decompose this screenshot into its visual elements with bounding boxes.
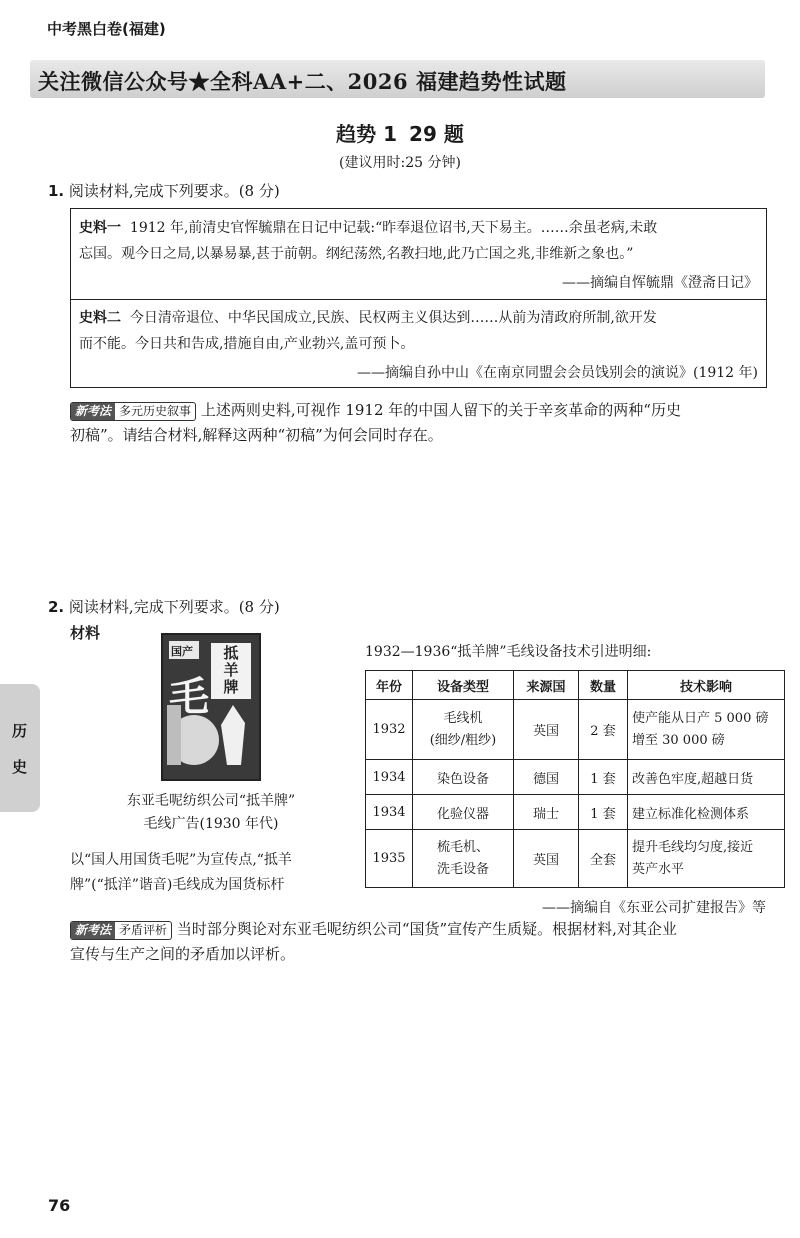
material-label: 材料 <box>70 624 101 642</box>
new-method-badge: 新考法 <box>71 922 115 939</box>
table-header-row <box>366 671 785 700</box>
cell-qty: 1 套 <box>579 795 628 830</box>
cell-type <box>413 830 514 888</box>
poster-corner-text: 国产 <box>171 645 193 658</box>
source2-text <box>79 305 758 357</box>
q1-method-label: 多元历史叙事 <box>119 403 192 418</box>
table-row <box>366 700 785 760</box>
q2-stem-text: 阅读材料,完成下列要求。(8 分) <box>68 598 280 616</box>
q1-number: 1. <box>48 182 65 200</box>
source1-text <box>79 215 758 267</box>
subject-side-tab <box>0 684 40 812</box>
q2-stem <box>48 596 280 617</box>
poster-note <box>70 848 292 898</box>
source1-line2: 忘国。观今日之局,以暴易暴,甚于前朝。纲纪荡然,名教扫地,此乃亡国之兆,非维新之象也。” <box>79 246 634 262</box>
poster-note-line2: 牌”(“抵洋”谐音)毛线成为国货标杆 <box>70 877 285 893</box>
cell-effect-line1: 使产能从日产 5 000 磅 <box>632 710 769 726</box>
cell-effect-line2: 增至 30 000 磅 <box>632 732 725 748</box>
col-year: 年份 <box>366 671 413 700</box>
cell-year: 1932 <box>366 700 413 760</box>
trend-questions: 29 题 <box>409 122 464 146</box>
source1-line1: 1912 年,前清史官恽毓鼎在日记中记载:“昨奉退位诏书,天下易主。……余虽老病,未敢 <box>129 220 658 236</box>
table-cite: ——摘编自《东亚公司扩建报告》等 <box>542 900 766 916</box>
cell-effect-line1: 提升毛线均匀度,接近 <box>632 839 754 855</box>
cell-effect-line2: 英产水平 <box>632 861 685 877</box>
cell-year: 1935 <box>366 830 413 888</box>
section-title: 二、2026 福建趋势性试题 <box>304 69 567 94</box>
trend-heading <box>0 118 800 147</box>
q2-question-line1: 当时部分舆论对东亚毛呢纺织公司“国货”宣传产生质疑。根据材料,对其企业 <box>176 920 677 938</box>
cell-type-line2: 洗毛设备 <box>436 861 489 877</box>
cell-country: 德国 <box>514 760 579 795</box>
q1-question-line2: 初稿”。请结合材料,解释这两种“初稿”为何会同时存在。 <box>70 426 443 444</box>
source2-label: 史料二 <box>79 310 121 326</box>
cell-type-line1: 毛线机 <box>443 710 483 726</box>
wool-advertisement-poster <box>161 633 261 781</box>
cell-type: 化验仪器 <box>413 795 514 830</box>
poster-brand-text: 抵羊牌 <box>223 644 239 696</box>
new-method-badge: 新考法 <box>71 403 115 420</box>
equipment-table <box>365 670 785 888</box>
cell-country: 英国 <box>514 700 579 760</box>
suggested-time: (建议用时:25 分钟) <box>339 155 461 171</box>
source-divider <box>71 299 766 300</box>
series-title: 中考黑白卷(福建) <box>47 20 166 38</box>
subject-char-1: 历 <box>12 722 28 740</box>
poster-note-line1: 以“国人用国货毛呢”为宣传点,“抵羊 <box>70 852 292 868</box>
cell-year: 1934 <box>366 795 413 830</box>
q1-stem-text: 阅读材料,完成下列要求。(8 分) <box>68 182 280 200</box>
cell-country: 英国 <box>514 830 579 888</box>
cell-year: 1934 <box>366 760 413 795</box>
q2-method-tag <box>70 921 172 940</box>
q1-method-tag <box>70 402 196 421</box>
q2-question-line2: 宣传与生产之间的矛盾加以评析。 <box>70 945 296 963</box>
source1-label: 史料一 <box>79 220 121 236</box>
cell-type <box>413 700 514 760</box>
table-title: 1932—1936“抵羊牌”毛线设备技术引进明细: <box>365 644 652 660</box>
table-row <box>366 795 785 830</box>
poster-big-char: 毛 <box>169 673 209 720</box>
cell-effect <box>628 830 785 888</box>
page-number: 76 <box>48 1196 71 1215</box>
source2-cite: ——摘编自孙中山《在南京同盟会会员饯别会的演说》(1912 年) <box>356 365 758 381</box>
watermark-text: 关注微信公众号★全科AA+ <box>38 69 305 94</box>
q2-question <box>70 917 775 967</box>
poster-caption-line2: 毛线广告(1930 年代) <box>143 816 279 832</box>
q1-stem <box>48 180 280 201</box>
q2-method-label: 矛盾评析 <box>119 922 168 937</box>
cell-effect: 建立标准化检测体系 <box>628 795 785 830</box>
poster-caption-line1: 东亚毛呢纺织公司“抵羊牌” <box>126 793 296 809</box>
col-country: 来源国 <box>514 671 579 700</box>
subject-char-2: 史 <box>12 758 28 776</box>
cell-qty: 1 套 <box>579 760 628 795</box>
section-banner-text <box>38 66 566 96</box>
col-qty: 数量 <box>579 671 628 700</box>
table-row <box>366 760 785 795</box>
cell-effect: 改善色牢度,超越日货 <box>628 760 785 795</box>
col-type: 设备类型 <box>413 671 514 700</box>
source2-line2: 而不能。今日共和告成,措施自由,产业勃兴,盖可预卜。 <box>79 336 415 352</box>
cell-qty: 2 套 <box>579 700 628 760</box>
cell-effect <box>628 700 785 760</box>
cell-qty: 全套 <box>579 830 628 888</box>
trend-label: 趋势 1 <box>336 122 398 146</box>
table-row <box>366 830 785 888</box>
cell-type-line1: 梳毛机、 <box>436 839 489 855</box>
q1-question-line1: 上述两则史料,可视作 1912 年的中国人留下的关于辛亥革命的两种“历史 <box>200 401 681 419</box>
source2-line1: 今日清帝退位、中华民国成立,民族、民权两主义俱达到……从前为清政府所制,欲开发 <box>129 310 657 326</box>
source1-cite: ——摘编自恽毓鼎《澄斋日记》 <box>562 275 758 291</box>
cell-type: 染色设备 <box>413 760 514 795</box>
q1-source-box <box>70 208 767 388</box>
col-effect: 技术影响 <box>628 671 785 700</box>
cell-type-line2: (细纱/粗纱) <box>429 732 497 748</box>
q2-number: 2. <box>48 598 65 616</box>
cell-country: 瑞士 <box>514 795 579 830</box>
poster-caption <box>95 790 327 836</box>
q1-question <box>70 398 770 448</box>
